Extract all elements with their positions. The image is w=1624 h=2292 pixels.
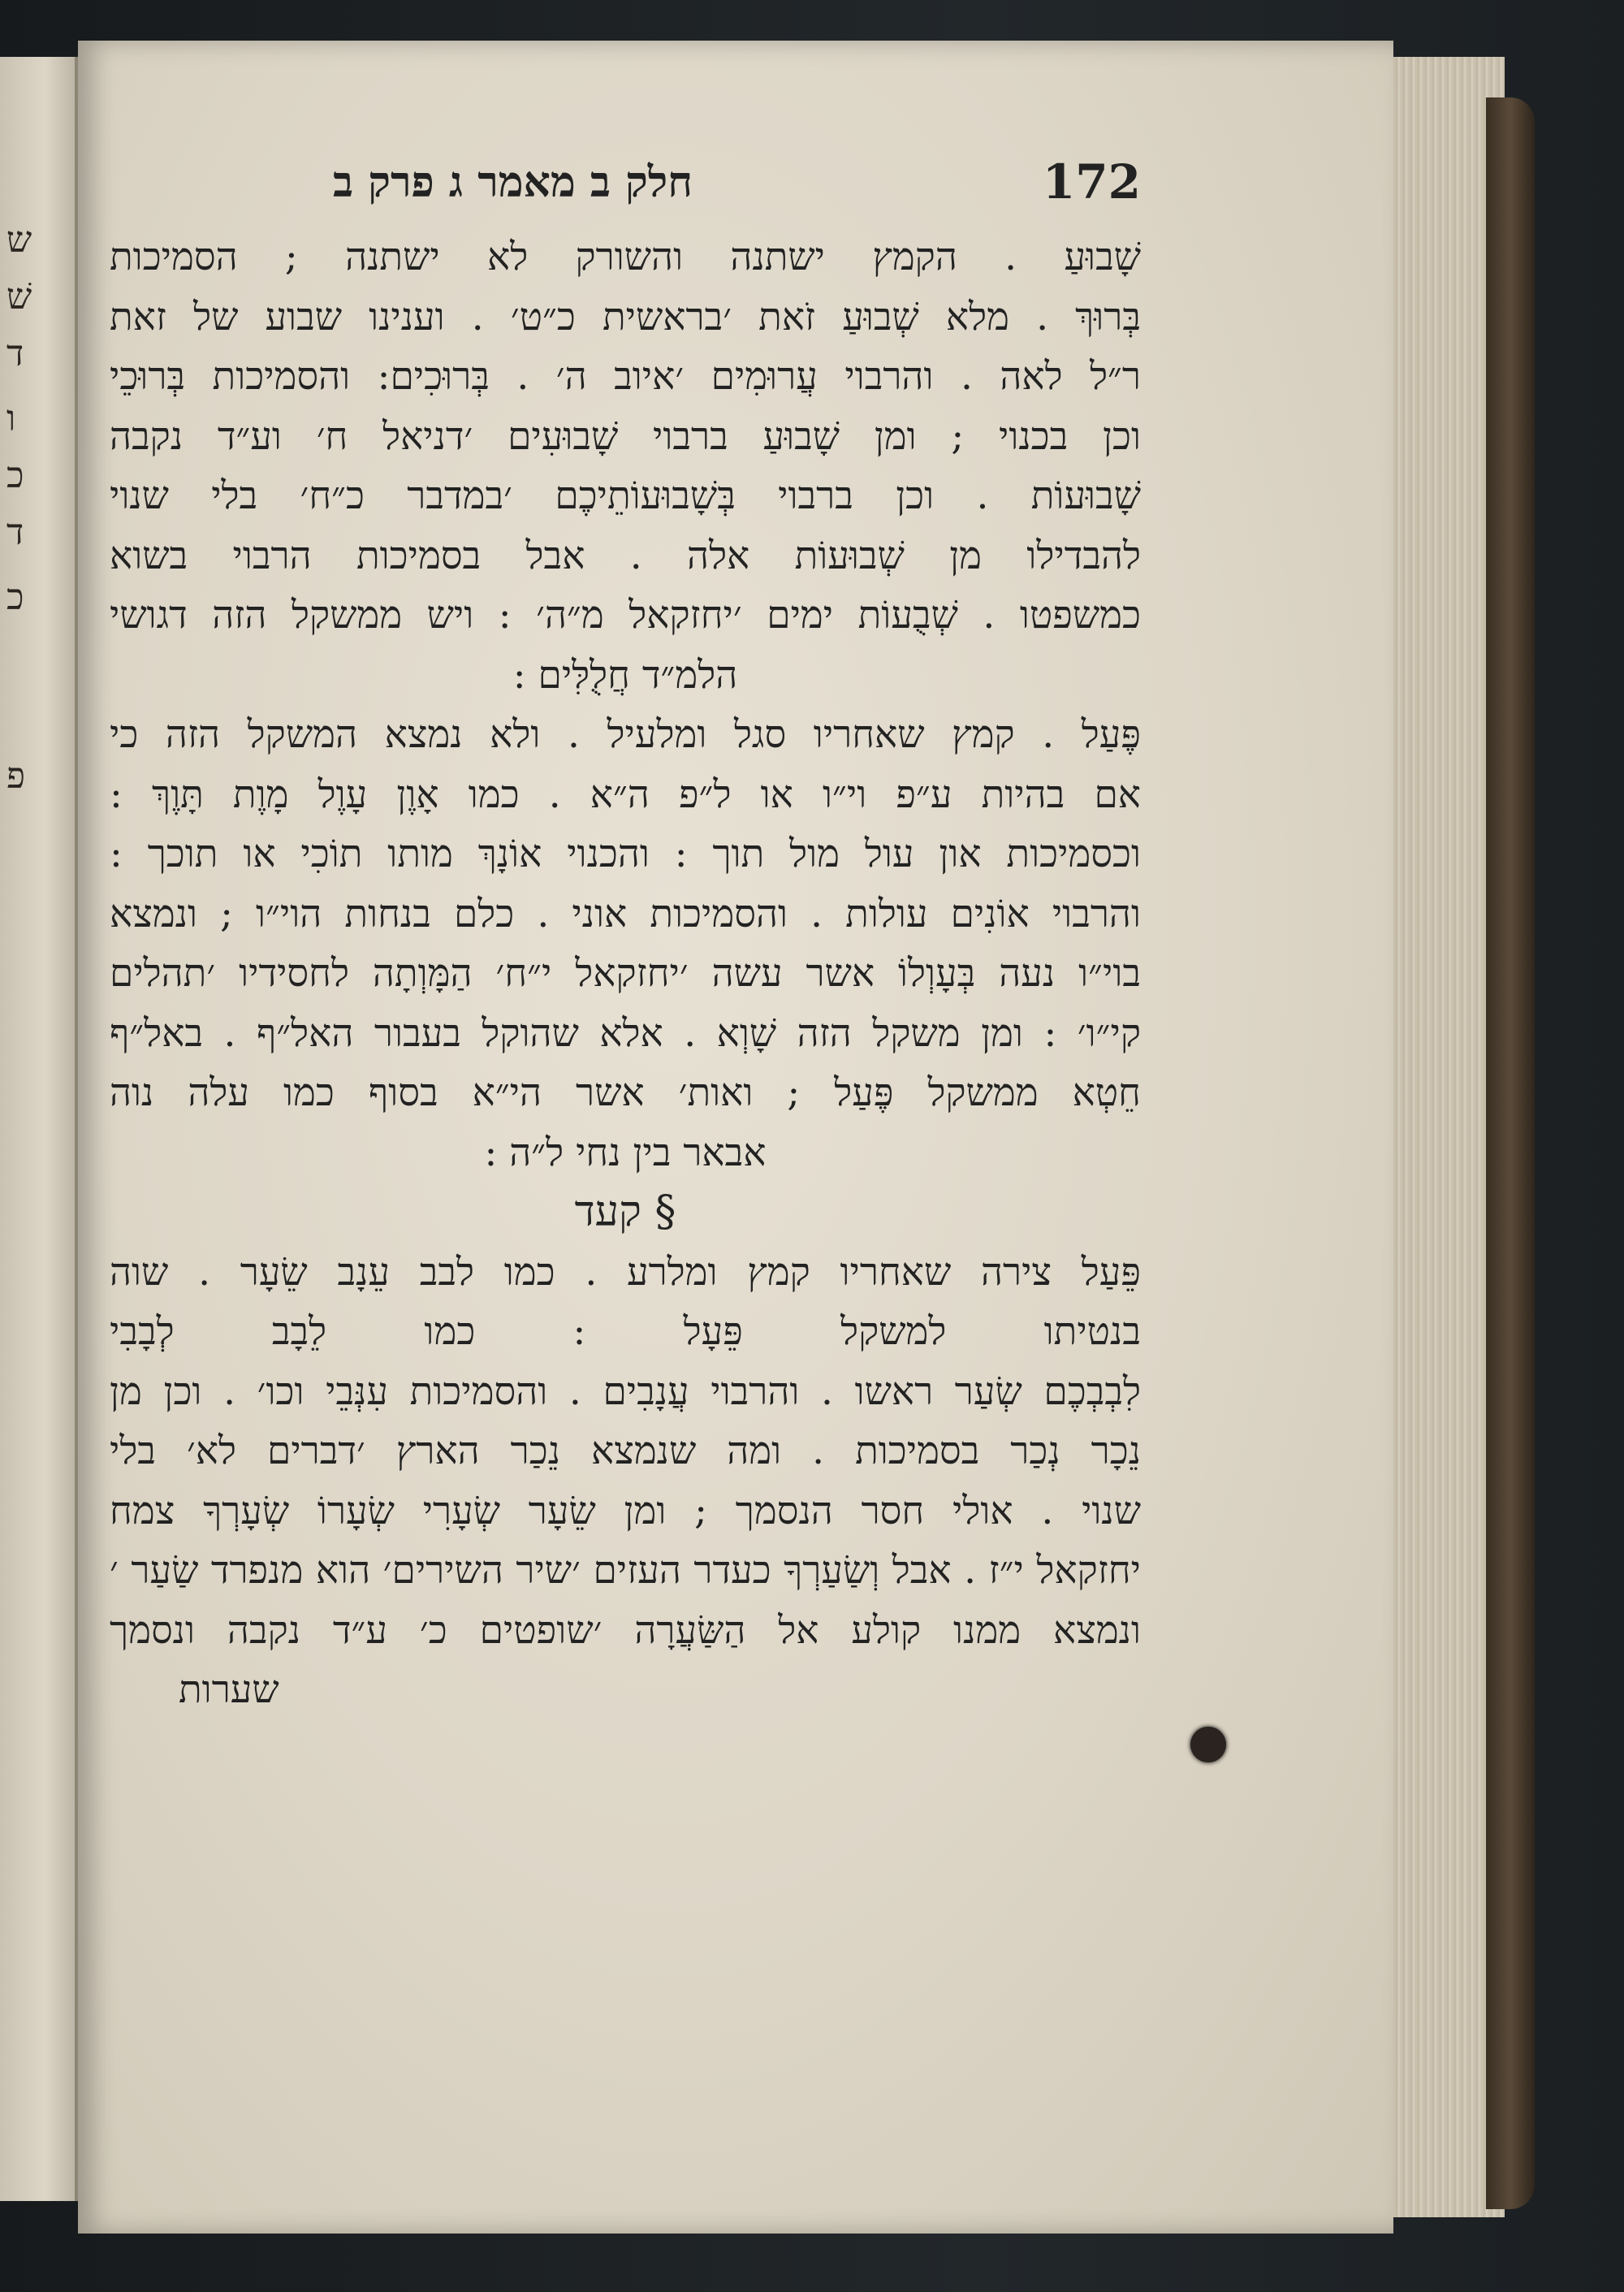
text-line: קי״ו׳ : ומן משקל הזה שָׁוְא . אלא שהוקל בעבור האל״ף . באל״ף <box>110 1010 1141 1056</box>
text-line: הלמ״ד חֲלֻלִּים : <box>512 652 738 698</box>
left-page-fragment: כ <box>6 455 24 496</box>
text-line: שָׁבוּעַ . הקמץ ישתנה והשורק לא ישתנה ; הסמיכות <box>110 235 1141 279</box>
page-text <box>110 154 1141 1720</box>
running-title: חלק ב מאמר ג פרק ב <box>333 158 693 207</box>
text-line: כמשפטו . שְׁבֻעוֹת ימים ׳יחזקאל מ״ה׳ : ויש ממשקל הזה דגושי <box>110 593 1141 638</box>
text-line: אבאר בין נחי ל״ה : <box>484 1130 767 1175</box>
text-line: חֵטְא ממשקל פֶּעַל ; ואות׳ אשר הי״א בסוף כמו עלה נוה <box>110 1070 1141 1115</box>
left-page-fragment: ד <box>6 512 24 553</box>
text-line: ונמצא ממנו קולע אל הַשַּׂעֲרָה ׳שופטים כ׳ ע״ד נקבה ונסמך <box>110 1607 1141 1653</box>
text-line: ר״ל לאה . והרבוי עֲרוּמִים ׳איוב ה׳ . בְּרוּכִים: והסמיכות בְּרוּכֵי <box>110 354 1141 399</box>
left-page-fragment: שׁ <box>6 276 32 318</box>
ink-spot <box>1190 1727 1226 1762</box>
text-line: בוי״ו נעה בְּעָוְלוֹ אשר עשה ׳יחזקאל י״ח׳ הַמָּוְתָה לחסידיו ׳תהלים <box>110 951 1141 996</box>
text-line: נֵכָר נְכַר בסמיכות . ומה שנמצא נֵכַר הארץ ׳דברים לא׳ בלי <box>110 1429 1141 1473</box>
catchword: שערות <box>179 1667 279 1712</box>
left-page-fragment: ש <box>6 219 32 261</box>
left-page-edge <box>0 57 80 2201</box>
left-page-fragment: ד <box>6 333 24 374</box>
section-heading: § קעד <box>574 1187 676 1236</box>
text-line: בְּרוּךְ . מלא שְׁבוּעַ זֹאת ׳בראשית כ״ט׳ . וענינו שבוע של זאת <box>110 294 1141 339</box>
text-line: בנטיתו למשקל פֵּעָל : כמו לֵבָב לְבָבִי <box>110 1309 1141 1354</box>
page-header <box>110 154 1141 227</box>
text-line: וכסמיכות און עול מול תוך : והכנוי אוֹנָךְ מותו תוֹכִי או תוכך : <box>110 832 1141 876</box>
page-number: 172 <box>1042 154 1141 210</box>
text-line: פֶּעַל . קמץ שאחריו סגל ומלעיל . ולא נמצא המשקל הזה כי <box>110 712 1141 757</box>
text-line: שָׁבוּעוֹת . וכן ברבוי בְּשָׁבוּעוֹתֵיכֶם ׳במדבר כ״ח׳ בלי שנוי <box>110 474 1141 518</box>
left-page-fragment: פ <box>6 755 26 797</box>
text-line: יחזקאל י״ז . אבל וְשַׂעַרְךָ כעדר העזים ׳שיר השירים׳ הוא מנפרד שַׂעַר ׳ <box>110 1548 1141 1593</box>
text-line: והרבוי אוֹנִים עולות . והסמיכות אוני . כלם בנחות הוי״ו ; ונמצא <box>110 891 1141 936</box>
text-line: לִבְבְכֶם שְׂעַר ראשו . והרבוי עֲנָבִים . והסמיכות עִנְּבֵי וכו׳ . וכן מן <box>110 1369 1141 1414</box>
left-page-fragment: כ <box>6 577 24 618</box>
text-line: אם בהיות ע״פ וי״ו או ל״פ ה״א . כמו אָוֶן עָוֶל מָוֶת תָּוֶךְ : <box>110 772 1141 817</box>
text-line: וכן בכנוי ; ומן שָׁבוּעַ ברבוי שָׁבוּעִים ׳דניאל ח׳ וע״ד נקבה <box>110 413 1141 459</box>
text-line: שנוי . אולי חסר הנסמך ; ומן שֵׂעָר שְׂעָרִי שְׂעָרוֹ שְׂעָרְךָ צמח <box>110 1488 1141 1533</box>
text-line: פֵּעַל צירה שאחריו קמץ ומלרע . כמו לבב עֵנָב שֵׂעָר . שוה <box>110 1249 1141 1295</box>
left-page-fragment: ו <box>6 398 16 439</box>
book-binding <box>1486 97 1535 2209</box>
text-line: להבדילו מן שְׁבוּעוֹת אלה . אבל בסמיכות הרבוי בשוא <box>110 533 1141 578</box>
